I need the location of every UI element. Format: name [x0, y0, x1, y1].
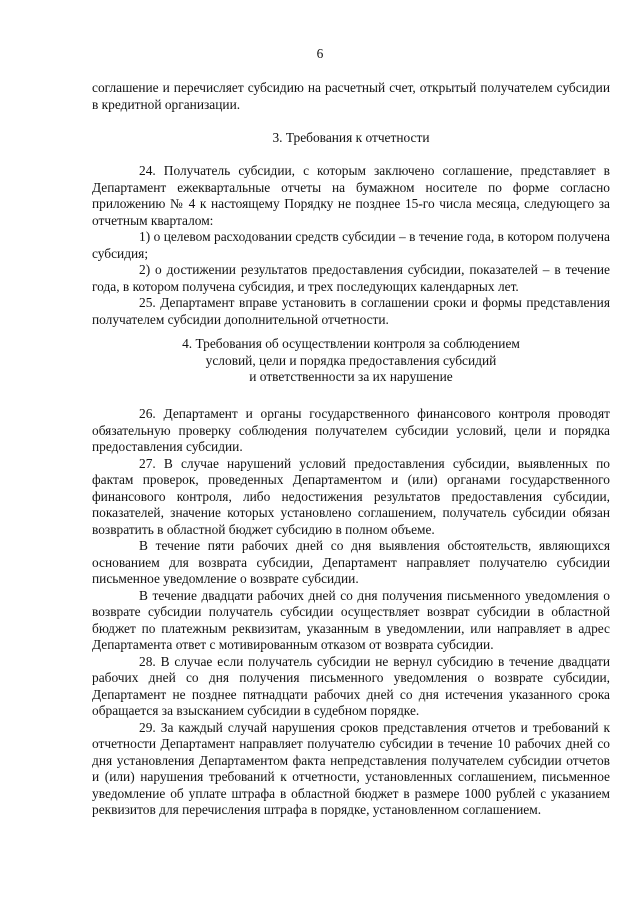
paragraph-27-refund: В течение двадцати рабочих дней со дня получения письменного уведомления о возврате субсидии получатель субсидии осуществляет возврат субсидии в областной бюджет по платежным реквизитам, указанным в уведомлении, или направляет в адрес Департамента ответ с мотивированным отказом от возврата субсидии. [92, 587, 610, 652]
section-3-heading-block [92, 130, 610, 147]
section-4-heading-line-1: 4. Требования об осуществлении контроля за соблюдением [182, 336, 520, 351]
paragraph-25: 25. Департамент вправе установить в соглашении сроки и формы представления получателем субсидии дополнительной отчетности. [92, 295, 610, 327]
paragraph-28: 28. В случае если получатель субсидии не вернул субсидию в течение двадцати рабочих дней со дня получения письменного уведомления о возврате субсидии, Департамент не позднее пятнадцати рабочих дней со дня истечения указанного срока обращается за взысканием субсидии в судебном порядке. [92, 653, 610, 718]
paragraph-24-item-1: 1) о целевом расходовании средств субсидии – в течение года, в котором получена субсидия; [92, 229, 610, 261]
paragraph-26: 26. Департамент и органы государственного финансового контроля проводят обязательную проверку соблюдения получателем субсидии условий, цели и порядка предоставления субсидии. [92, 406, 610, 454]
section-4-heading-line-3: и ответственности за их нарушение [249, 369, 453, 384]
paragraph-29: 29. За каждый случай нарушения сроков представления отчетов и требований к отчетности Департамент направляет получателю субсидии в течение 10 рабочих дней со дня установления Департаментом факта непредставления получателем субсидии отчетов и (или) нарушения требований к отчетности, установленных соглашением, письменное уведомление об уплате штрафа в областной бюджет в размере 1000 рублей с указанием реквизитов для перечисления штрафа в порядке, установленном соглашением. [92, 719, 610, 817]
section-4-heading-block [92, 336, 610, 386]
paragraph-24-item-2: 2) о достижении результатов предоставления субсидии, показателей – в течение года, в котором получена субсидия, и трех последующих календарных лет. [92, 262, 610, 294]
intro-block [92, 80, 610, 113]
intro-paragraph: соглашение и перечисляет субсидию на расчетный счет, открытый получателем субсидии в кредитной организации. [92, 80, 610, 112]
paragraph-24: 24. Получатель субсидии, с которым заключено соглашение, представляет в Департамент ежеквартальные отчеты на бумажном носителе по форме согласно приложению № 4 к настоящему Порядку не позднее 15-го числа месяца, следующего за отчетным кварталом: [92, 163, 610, 228]
paragraph-27-notice: В течение пяти рабочих дней со дня выявления обстоятельств, являющихся основанием для возврата субсидии, Департамент направляет получателю субсидии письменное уведомление о возврате субсидии. [92, 538, 610, 586]
section-3-body [92, 163, 610, 328]
paragraph-27: 27. В случае нарушений условий предоставления субсидии, выявленных по фактам проверок, проведенных Департаментом и (или) органами государственного финансового контроля, либо недостижения результатов предоставления субсидии, показателей, значение которых установлено соглашением, получатель субсидии обязан возвратить в областной бюджет субсидию в полном объеме. [92, 455, 610, 537]
page-number: 6 [316, 46, 324, 61]
section-4-heading-line-2: условий, цели и порядка предоставления субсидий [205, 352, 497, 368]
section-3-heading: 3. Требования к отчетности [272, 130, 430, 145]
section-4-body [92, 406, 610, 819]
